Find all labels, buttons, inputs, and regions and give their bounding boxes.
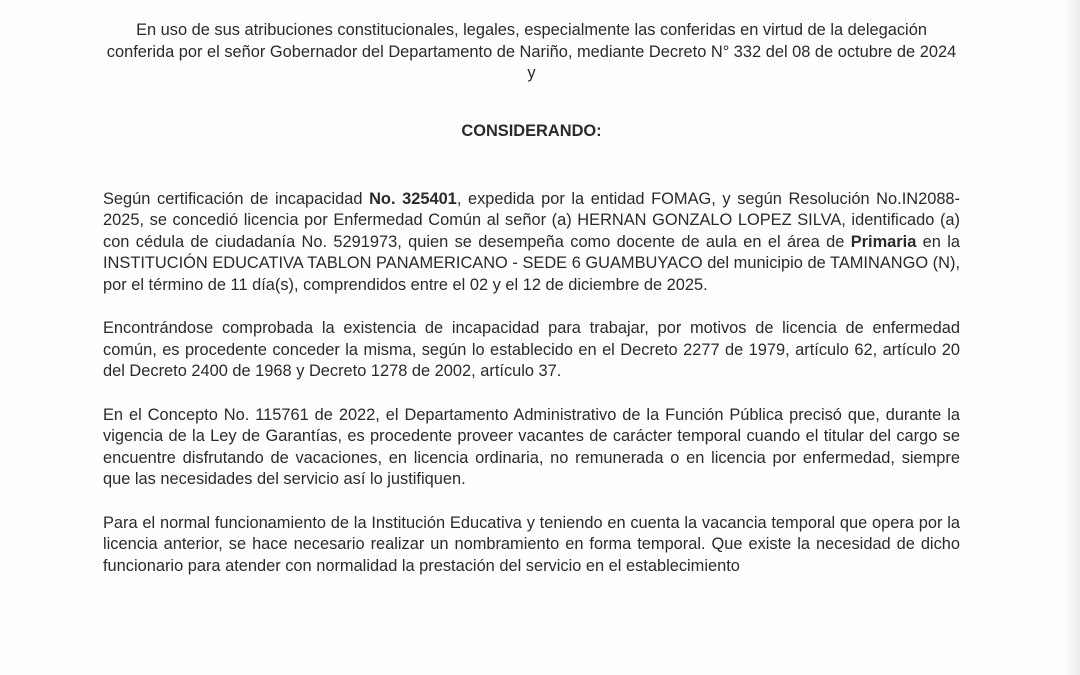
paragraph-temporary-appointment: Para el normal funcionamiento de la Institución Educativa y teniendo en cuenta la vacancia temporal que opera por la licencia anterior, se hace necesario realizar un nombramiento en forma temporal. Que existe la necesidad de dicho funcionario para atender con normalidad la prestación del servicio en el establecimiento [103,513,960,575]
paragraph-legal-basis: Encontrándose comprobada la existencia de incapacidad para trabajar, por motivos de licencia de enfermedad común, es procedente conceder la misma, según lo establecido en el Decreto 2277 de 1979, artículo 62, artículo 20 del Decreto 2400 de 1968 y Decreto 1278 de 2002, artículo 37. [103,319,960,380]
paragraph1-text-c: en la INSTITUCIÓN EDUCATIVA TABLON PANAMERICANO - SEDE 6 GUAMBUYACO del municipio de TAMINANGO (N), por el término de 11 día(s), comprendidos entre el 02 y el 12 de diciembre de 2025. [103,232,960,294]
section-heading: CONSIDERANDO: [461,121,602,140]
intro-paragraph: En uso de sus atribuciones constitucionales, legales, especialmente las conferidas en virtud de la delegación conferida por el señor Gobernador del Departamento de Nariño, mediante Decreto N° 332 del 08 de octubre de 2024 y [106,21,957,82]
paragraph-incapacity-certification [103,189,960,297]
paragraph1-text-a: Según certificación de incapacidad [103,189,370,208]
paragraph1-text-b: , expedida por la entidad FOMAG, y según Resolución No.IN2088-2025, se concedió licencia por Enfermedad Común al señor (a) HERNAN GONZALO LOPEZ SILVA, identificado (a) con cédula de ciudadanía No. 5291973, quien se desempeña como docente de aula en el área de [103,189,961,251]
certificate-number: No. 325401 [369,189,457,208]
page-edge-shadow [1066,0,1080,675]
document-body [103,20,960,577]
paragraph-concept: En el Concepto No. 115761 de 2022, el Departamento Administrativo de la Función Pública precisó que, durante la vigencia de la Ley de Garantías, es procedente proveer vacantes de carácter temporal cuando el titular del cargo se encuentre disfrutando de vacaciones, en licencia ordinaria, no remunerada o en licencia por enfermedad, siempre que las necesidades del servicio así lo justifiquen. [103,405,960,488]
teaching-area: Primaria [850,232,917,251]
